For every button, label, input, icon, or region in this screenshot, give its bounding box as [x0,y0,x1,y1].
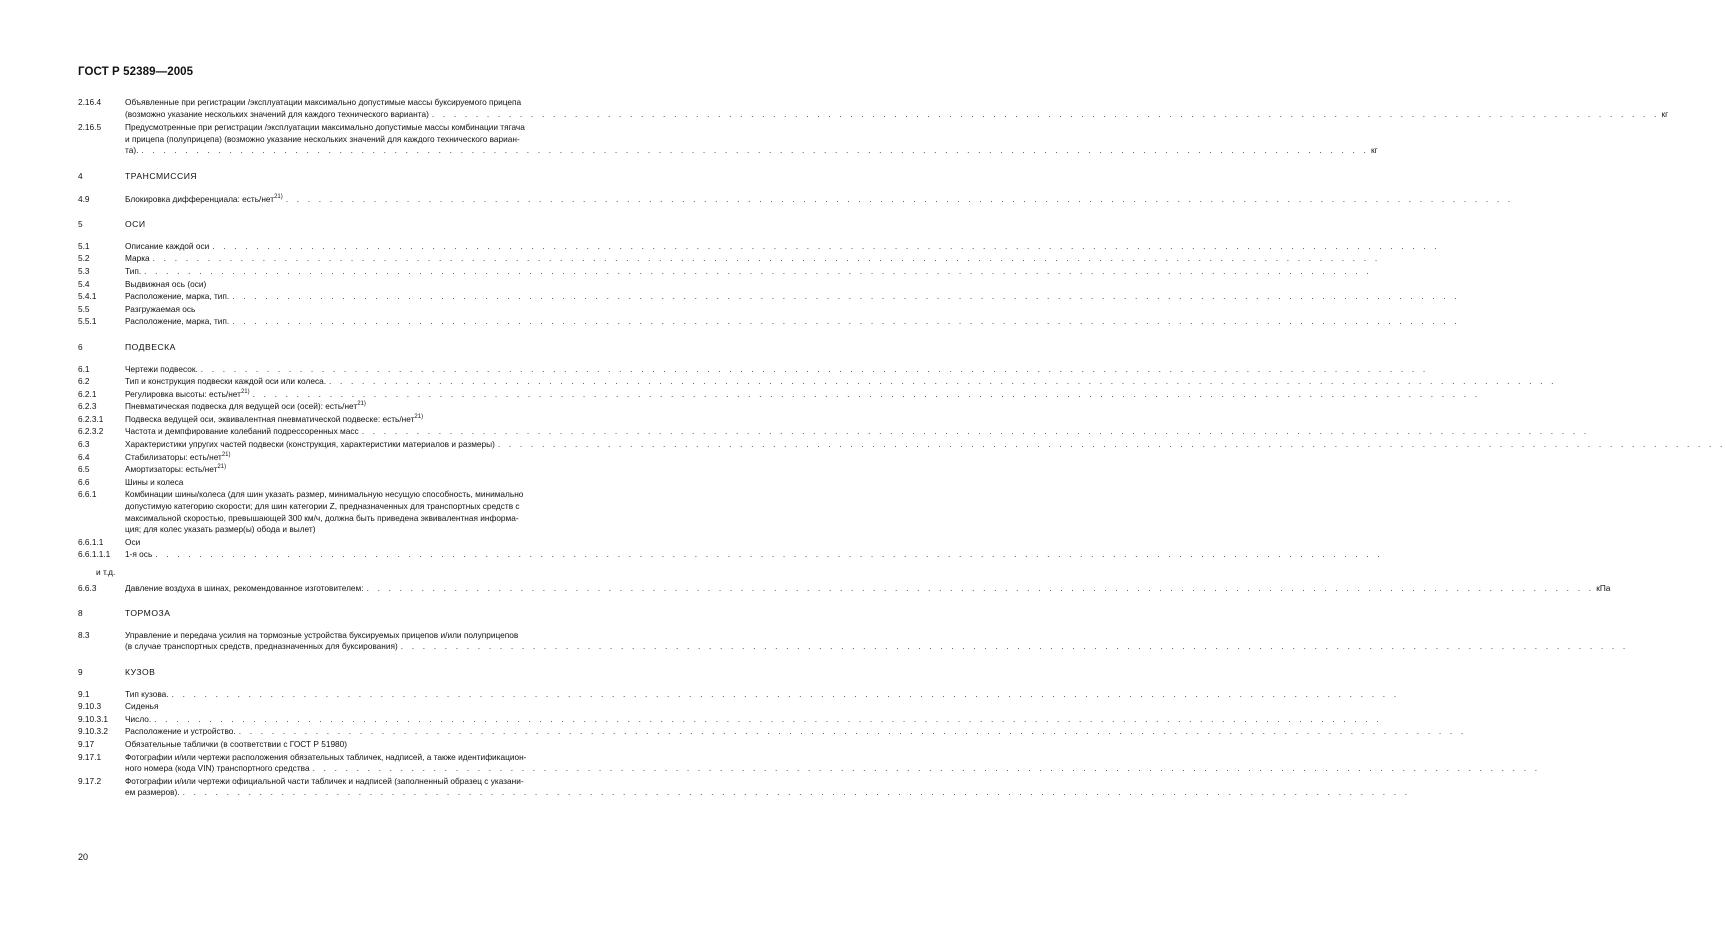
list-item [78,279,614,291]
list-item [78,265,1372,278]
list-item [78,751,1541,775]
item-number: 4 [78,170,83,181]
list-item [78,549,1383,561]
line-text [125,389,250,401]
dot-leader: . . . . . . . . . . . . . . . . . . . . . . . . . . . . . . . . . . . . . . . . . . . . . . . . . . . . . . . . . . . . . . . . . . . . . . . . . . . . . . . . . . . . . . . . . . . . . . . . . . . . . . . . . . . . . . . . [212,240,1440,251]
item-number: 9 [78,666,83,677]
item-number: 5 [78,219,83,230]
line-text-content: допустимую категорию скорости; для шин категории Z, предназначенных для транспортных средств с [125,501,520,512]
line-text-content: Выдвижная ось (оси) [125,278,207,289]
line-text [125,583,364,595]
unit-label: кг [1371,145,1378,156]
item-text [125,316,1460,328]
list-item [78,629,1629,653]
item-text [125,667,614,679]
item-text [125,713,1382,726]
unit-label: кПа [1596,582,1611,593]
list-item [78,489,614,535]
line-text [125,752,614,764]
line-text-content: Оси [125,536,141,547]
item-text [125,376,1557,388]
dot-leader: . . . . . . . . . . . . . . . . . . . . . . . . . . . . . . . . . . . . . . . . . . . . . . . . . . . . . . . . . . . . . . . . . . . . . . . . . . . . . . . . . . . . . . . . . . . . . . . . . . . . . . . . . . . . . . . . [312,763,1541,774]
item-number: 2.16.4 [78,97,102,107]
item-number: 6.4 [78,451,90,462]
line-text-content: Тип. [125,265,142,276]
dot-leader: . . . . . . . . . . . . . . . . . . . . . . . . . . . . . . . . . . . . . . . . . . . . . . . . . . . . . . . . . . . . . . . . . . . . . . . . . . . . . . . . . . . . . . . . . . . . . . . . . . . . . . . . . . . . . . . . [152,253,1381,264]
line-text [125,501,614,513]
line-text-content: Стабилизаторы: есть/нет [125,451,222,462]
line-text-content: Чертежи подвесок. [125,363,198,374]
footnote-ref: 21) [274,193,283,200]
line-text [125,145,138,157]
line-text-content: Сиденья [125,701,159,712]
item-text [125,414,614,426]
line-text-content: Расположение и устройство. [125,726,236,737]
dot-leader: . . . . . . . . . . . . . . . . . . . . . . . . . . . . . . . . . . . . . . . . . . . . . . . . . . . . . . . . . . . . . . . . . . . . . . . . . . . . . . . . . . . . . . . . . . . . . . . . . . . . . . . . . . . . . . . . [497,439,1726,450]
line-text [125,291,229,303]
list-item [78,240,1440,253]
line-text [125,109,429,121]
item-number: 5.4.1 [78,291,97,302]
leader-line [125,439,1726,451]
line-text-content: максимальной скоростью, превышающей 300 км/ч, должна быть приведена эквивалентная информа- [125,512,519,523]
list-item [78,414,614,426]
footnote-ref: 21) [357,401,366,408]
line-text-content: Комбинации шины/колеса (для шин указать размер, минимальную несущую способность, минимально [125,489,524,500]
line-text [125,714,151,726]
line-text-content: Фотографии и/или чертежи расположения обязательных табличек, надписей, а также идентификацион- [125,751,527,762]
dot-leader: . . . . . . . . . . . . . . . . . . . . . . . . . . . . . . . . . . . . . . . . . . . . . . . . . . . . . . . . . . . . . . . . . . . . . . . . . . . . . . . . . . . . . . . . . . . . . . . . . . . . . . . . . . . . . . . . [155,549,1383,560]
list-item [78,253,1381,265]
list-item [78,537,614,549]
item-text [125,751,1541,775]
list-item [78,193,1514,206]
list-item [78,667,614,679]
line-text-content: ного номера (кода VIN) транспортного средства [125,763,310,774]
list-item [78,477,614,489]
item-number: 6.5 [78,464,90,475]
item-number: 5.2 [78,253,90,264]
line-text-content: та). [125,145,139,156]
line-text-content: Разгружаемая ось [125,303,196,314]
line-text-content: Блокировка дифференциала: есть/нет [125,193,275,204]
dot-leader: . . . . . . . . . . . . . . . . . . . . . . . . . . . . . . . . . . . . . . . . . . . . . . . . . . . . . . . . . . . . . . . . . . . . . . . . . . . . . . . . . . . . . . . . . . . . . . . . . . . . . . . . . . . . . . . . [182,787,1411,798]
item-number: 9.17.1 [78,751,102,762]
item-text [125,439,1726,451]
dot-leader: . . . . . . . . . . . . . . . . . . . . . . . . . . . . . . . . . . . . . . . . . . . . . . . . . . . . . . . . . . . . . . . . . . . . . . . . . . . . . . . . . . . . . . . . . . . . . . . . . . . . . . . . . . . . . . . . [285,193,1514,204]
dot-leader: . . . . . . . . . . . . . . . . . . . . . . . . . . . . . . . . . . . . . . . . . . . . . . . . . . . . . . . . . . . . . . . . . . . . . . . . . . . . . . . . . . . . . . . . . . . . . . . . . . . . . . . . . . . . . . . . [431,108,1660,119]
item-number: 9.17.2 [78,775,102,786]
line-text [125,279,614,291]
line-text-content: и прицепа (полуприцепа) (возможно указание нескольких значений для каждого технического вариан- [125,133,520,144]
line-text-content: ТОРМОЗА [125,608,171,619]
line-text [125,763,310,775]
leader-line [125,426,1590,438]
list-item [78,775,1411,799]
item-text [125,97,1669,120]
leader-line [125,713,1382,726]
dot-leader: . . . . . . . . . . . . . . . . . . . . . . . . . . . . . . . . . . . . . . . . . . . . . . . . . . . . . . . . . . . . . . . . . . . . . . . . . . . . . . . . . . . . . . . . . . . . . . . . . . . . . . . . . . . . . . . . [238,726,1467,737]
list-item [78,688,1400,701]
list-item [78,452,614,464]
list-item [78,388,1481,401]
leader-line [125,388,1481,401]
line-text [125,537,614,549]
line-text [125,97,614,109]
item-text [125,363,1429,376]
dot-leader: . . . . . . . . . . . . . . . . . . . . . . . . . . . . . . . . . . . . . . . . . . . . . . . . . . . . . . . . . . . . . . . . . . . . . . . . . . . . . . . . . . . . . . . . . . . . . . . . . . . . . . . . . . . . . . . . [154,713,1382,724]
line-text [125,401,614,413]
line-text [125,376,326,388]
list-item [78,701,614,713]
footnote-ref: 21) [217,464,227,471]
item-text [125,401,614,413]
item-text [125,464,614,476]
line-text [125,489,614,501]
line-text-content: Тип и конструкция подвески каждой оси или колеса. [125,376,327,387]
line-text-content: Предусмотренные при регистрации /эксплуатации максимально допустимые массы комбинации тягача [125,122,525,133]
line-text-content: Объявленные при регистрации /эксплуатации максимально допустимые массы буксируемого прицепа [125,97,522,107]
item-text [125,726,1467,738]
item-number: 8 [78,608,83,619]
line-text [125,776,614,788]
section-heading [125,667,614,679]
list-item [78,171,614,183]
line-text [125,464,614,476]
line-text-content: 1-я ось [125,549,153,560]
dot-leader: . . . . . . . . . . . . . . . . . . . . . . . . . . . . . . . . . . . . . . . . . . . . . . . . . . . . . . . . . . . . . . . . . . . . . . . . . . . . . . . . . . . . . . . . . . . . . . . . . . . . . . . . . . . . . . . . [232,316,1460,327]
line-text [125,630,614,642]
leader-line [125,549,1383,561]
list-item [78,582,1611,595]
leader-line [125,376,1557,388]
item-text [125,775,1411,799]
leader-line [125,145,1378,157]
item-text [125,388,1481,401]
line-text [125,414,614,426]
line-text [125,364,198,376]
list-item [78,291,1460,303]
list-item [78,316,1460,328]
leader-line [125,363,1429,376]
line-text-content: Марка [125,253,150,264]
line-text-content: ТРАНСМИССИЯ [125,170,198,181]
line-text-content: (возможно указание нескольких значений для каждого технического варианта) [125,108,429,119]
line-text-content: Описание каждой оси [125,240,210,251]
line-text [125,426,359,438]
item-number: 9.1 [78,688,90,699]
item-number: 5.3 [78,265,90,276]
line-text [125,701,614,713]
item-number: 5.5 [78,303,90,314]
list-item [78,464,614,476]
item-number: 5.5.1 [78,316,97,327]
page-number: 20 [78,852,89,862]
leader-line [125,316,1460,328]
line-text-content: ПОДВЕСКА [125,341,176,352]
item-text [125,688,1400,701]
item-text [125,240,1440,253]
line-text-content: Фотографии и/или чертежи официальной части табличек и надписей (заполненный образец с указани- [125,775,524,786]
line-text [125,122,614,134]
leader-line [125,787,1411,799]
line-text [125,266,141,278]
leader-line [125,253,1381,265]
line-text-content: КУЗОВ [125,666,156,677]
dot-leader: . . . . . . . . . . . . . . . . . . . . . . . . . . . . . . . . . . . . . . . . . . . . . . . . . . . . . . . . . . . . . . . . . . . . . . . . . . . . . . . . . . . . . . . . . . . . . . . . . . . . . . . . . . . . . . . . [366,582,1595,593]
item-number: 6.3 [78,439,90,450]
line-text-content: Регулировка высоты: есть/нет [125,388,241,399]
item-number: 9.10.3 [78,701,102,712]
item-text [125,279,614,291]
item-text [125,537,614,549]
line-text-content: Обязательные таблички (в соответствии с ГОСТ Р 51980) [125,738,348,749]
leader-line [125,641,1629,653]
item-number: 6.2.3.2 [78,426,104,437]
item-number: 6.2.3.1 [78,413,104,424]
line-text-content: Характеристики упругих частей подвески (конструкция, характеристики материалов и размеры) [125,439,495,450]
dot-leader: . . . . . . . . . . . . . . . . . . . . . . . . . . . . . . . . . . . . . . . . . . . . . . . . . . . . . . . . . . . . . . . . . . . . . . . . . . . . . . . . . . . . . . . . . . . . . . . . . . . . . . . . . . . . . . . . [144,265,1372,276]
dot-leader: . . . . . . . . . . . . . . . . . . . . . . . . . . . . . . . . . . . . . . . . . . . . . . . . . . . . . . . . . . . . . . . . . . . . . . . . . . . . . . . . . . . . . . . . . . . . . . . . . . . . . . . . . . . . . . . . [232,291,1460,302]
footnote-ref: 21) [414,413,424,420]
dot-leader: . . . . . . . . . . . . . . . . . . . . . . . . . . . . . . . . . . . . . . . . . . . . . . . . . . . . . . . . . . . . . . . . . . . . . . . . . . . . . . . . . . . . . . . . . . . . . . . . . . . . . . . . . . . . . . . . [329,376,1557,387]
list-item [78,726,1467,738]
list-item [78,219,614,231]
line-text-content: (в случае транспортных средств, предназначенных для буксирования) [125,641,398,652]
dot-leader: . . . . . . . . . . . . . . . . . . . . . . . . . . . . . . . . . . . . . . . . . . . . . . . . . . . . . . . . . . . . . . . . . . . . . . . . . . . . . . . . . . . . . . . . . . . . . . . . . . . . . . . . . . . . . . . . [200,363,1429,374]
item-text [125,701,614,713]
list-item [78,363,1429,376]
item-text [125,452,614,464]
line-text-content: Подвеска ведущей оси, эквивалентная пневматической подвеске: есть/нет [125,413,415,424]
line-text [125,134,614,146]
item-text [125,265,1372,278]
item-number: 4.9 [78,193,90,204]
item-number: 6.2.1 [78,388,97,399]
section-heading [125,608,614,620]
line-text [125,641,398,653]
item-text [125,253,1381,265]
list-item [78,439,1726,451]
line-text [125,726,236,738]
section-heading [125,171,614,183]
leader-line [125,291,1460,303]
item-number: 6.6.1.1.1 [78,549,111,560]
list-item [78,122,1378,157]
item-text [125,629,1629,653]
item-number: 6.2 [78,376,90,387]
section-heading [125,219,614,231]
leader-line [125,582,1611,595]
line-text [125,316,229,328]
line-text-content: ем размеров). [125,787,180,798]
item-text [125,608,614,620]
item-text [125,426,1590,438]
item-text [125,193,1514,206]
list-item [78,713,1382,726]
item-text [125,549,1383,561]
line-text [125,739,614,751]
line-text [125,253,150,265]
line-text [125,439,495,451]
item-text [125,342,614,354]
leader-line [125,265,1372,278]
item-number: 2.16.5 [78,122,102,133]
item-text [125,171,614,183]
item-number: 6.6.3 [78,582,97,593]
item-number: 9.17 [78,738,95,749]
item-text [125,291,1460,303]
list-item [78,304,614,316]
list-item [78,376,1557,388]
item-text [125,122,1378,157]
line-text [125,477,614,489]
line-text-content: Частота и демпфирование колебаний подрессоренных масс [125,426,359,437]
list-item [78,739,614,751]
item-text [125,739,614,751]
dot-leader: . . . . . . . . . . . . . . . . . . . . . . . . . . . . . . . . . . . . . . . . . . . . . . . . . . . . . . . . . . . . . . . . . . . . . . . . . . . . . . . . . . . . . . . . . . . . . . . . . . . . . . . . . . . . . . . . [361,426,1590,437]
line-text-content: Расположение, марка, тип. [125,316,230,327]
item-text [125,219,614,231]
section-heading [125,342,614,354]
unit-label: кг [1661,108,1669,119]
line-text [125,689,169,701]
document-header: ГОСТ Р 52389—2005 [78,66,194,78]
line-text-content: Управление и передача усилия на тормозные устройства буксируемых прицепов и/или полуприцепов [125,629,519,640]
leader-line [125,108,1669,121]
line-text [125,787,180,799]
line-text-content: Давление воздуха в шинах, рекомендованное изготовителем: [125,582,364,593]
continuation-text: и т.д. [96,567,116,577]
list-item [78,567,614,579]
dot-leader: . . . . . . . . . . . . . . . . . . . . . . . . . . . . . . . . . . . . . . . . . . . . . . . . . . . . . . . . . . . . . . . . . . . . . . . . . . . . . . . . . . . . . . . . . . . . . . . . . . . . . . . . . . . . . . . . [400,641,1629,652]
item-text [125,582,1611,595]
item-number: 6.1 [78,363,90,374]
leader-line [125,688,1400,701]
item-number: 8.3 [78,629,90,640]
line-text-content: Число. [125,713,152,724]
line-text-content: ОСИ [125,219,146,230]
item-text [125,489,614,535]
leader-line [125,763,1541,775]
dot-leader: . . . . . . . . . . . . . . . . . . . . . . . . . . . . . . . . . . . . . . . . . . . . . . . . . . . . . . . . . . . . . . . . . . . . . . . . . . . . . . . . . . . . . . . . . . . . . . . . . . . . . . . . . . . . . . . . [171,688,1400,699]
list-item [78,97,1669,120]
item-text [125,304,614,316]
dot-leader: . . . . . . . . . . . . . . . . . . . . . . . . . . . . . . . . . . . . . . . . . . . . . . . . . . . . . . . . . . . . . . . . . . . . . . . . . . . . . . . . . . . . . . . . . . . . . . . . . . . . . . . . . . . . . . . . [141,145,1370,156]
item-number: 6.6.1 [78,489,97,500]
item-number: 9.10.3.1 [78,713,108,724]
line-text-content: Пневматическая подвеска для ведущей оси (осей): есть/нет [125,401,358,412]
line-text-content: Амортизаторы: есть/нет [125,464,218,475]
list-item [78,401,614,413]
item-number: 6.2.3 [78,401,97,412]
footnote-ref: 21) [221,451,231,458]
item-number: 5.1 [78,240,90,251]
item-number: 6.6 [78,476,90,487]
leader-line [125,726,1467,738]
line-text [125,194,283,206]
item-number: 5.4 [78,278,90,289]
line-text [125,241,209,253]
line-text-content: Тип кузова. [125,688,169,699]
line-text [125,304,614,316]
line-text [125,524,614,536]
list-item [78,342,614,354]
item-number: 6.6.1.1 [78,536,104,547]
line-text-content: ция; для колес указать размер(ы) обода и вылет) [125,524,316,535]
leader-line [125,193,1514,206]
document-body [78,97,1726,799]
line-text-content: Расположение, марка, тип. [125,291,230,302]
dot-leader: . . . . . . . . . . . . . . . . . . . . . . . . . . . . . . . . . . . . . . . . . . . . . . . . . . . . . . . . . . . . . . . . . . . . . . . . . . . . . . . . . . . . . . . . . . . . . . . . . . . . . . . . . . . . . . . . [252,388,1481,399]
line-text-content: Шины и колеса [125,476,184,487]
item-text [125,477,614,489]
item-number: 9.10.3.2 [78,726,108,737]
line-text [125,549,152,561]
leader-line [125,240,1440,253]
footnote-ref: 21) [240,388,250,395]
line-text [125,452,614,464]
list-item [78,426,1590,438]
item-number: 6 [78,341,83,352]
list-item [78,608,614,620]
line-text [125,513,614,525]
